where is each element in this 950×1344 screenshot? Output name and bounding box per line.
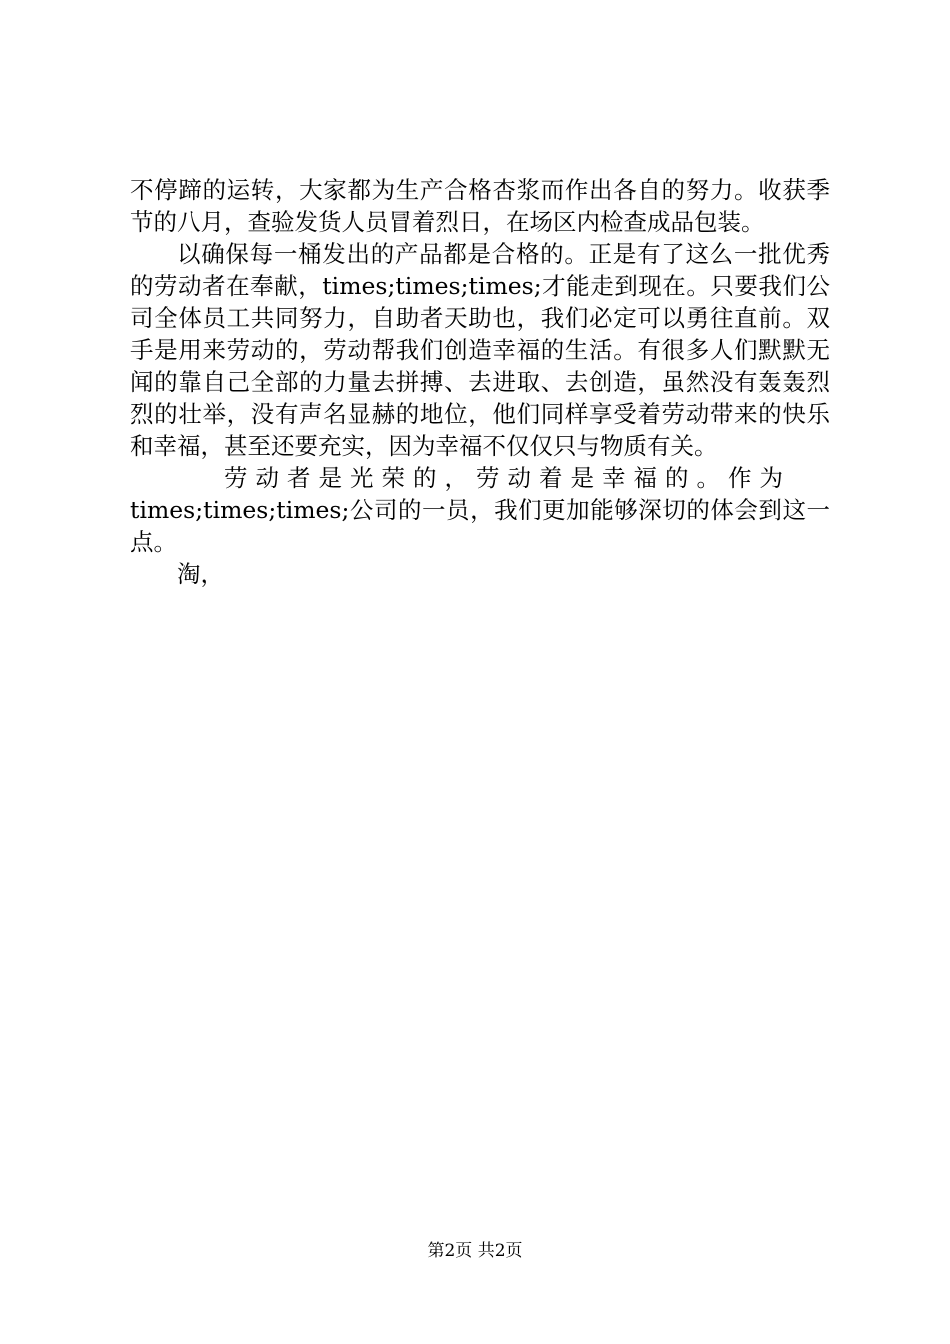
paragraph-4: 淘， xyxy=(177,560,224,588)
paragraph-1: 不停蹄的运转，大家都为生产合格杏浆而作出各自的努力。收获季节的八月，查验发货人员冒着烈日，在场区内检查成品包装。 xyxy=(130,176,830,236)
paragraph-3-continuation: times;times;times;公司的一员，我们更加能够深切的体会到这一点。 xyxy=(130,496,830,556)
paragraph-3-line-1: 劳动者是光荣的，劳动着是幸福的。作为 xyxy=(224,464,791,492)
document-body xyxy=(130,174,830,590)
paragraph-2: 以确保每一桶发出的产品都是合格的。正是有了这么一批优秀的劳动者在奉献，times;times;times;才能走到现在。只要我们公司全体员工共同努力，自助者天助也，我们必定可以勇往直前。双手是用来劳动的，劳动帮我们创造幸福的生活。有很多人们默默无闻的靠自己全部的力量去拼搏、去进取、去创造，虽然没有轰轰烈烈的壮举，没有声名显赫的地位，他们同样享受着劳动带来的快乐和幸福，甚至还要充实，因为幸福不仅仅只与物质有关。 xyxy=(130,240,830,460)
page-footer: 第2页 共2页 xyxy=(427,1241,523,1261)
